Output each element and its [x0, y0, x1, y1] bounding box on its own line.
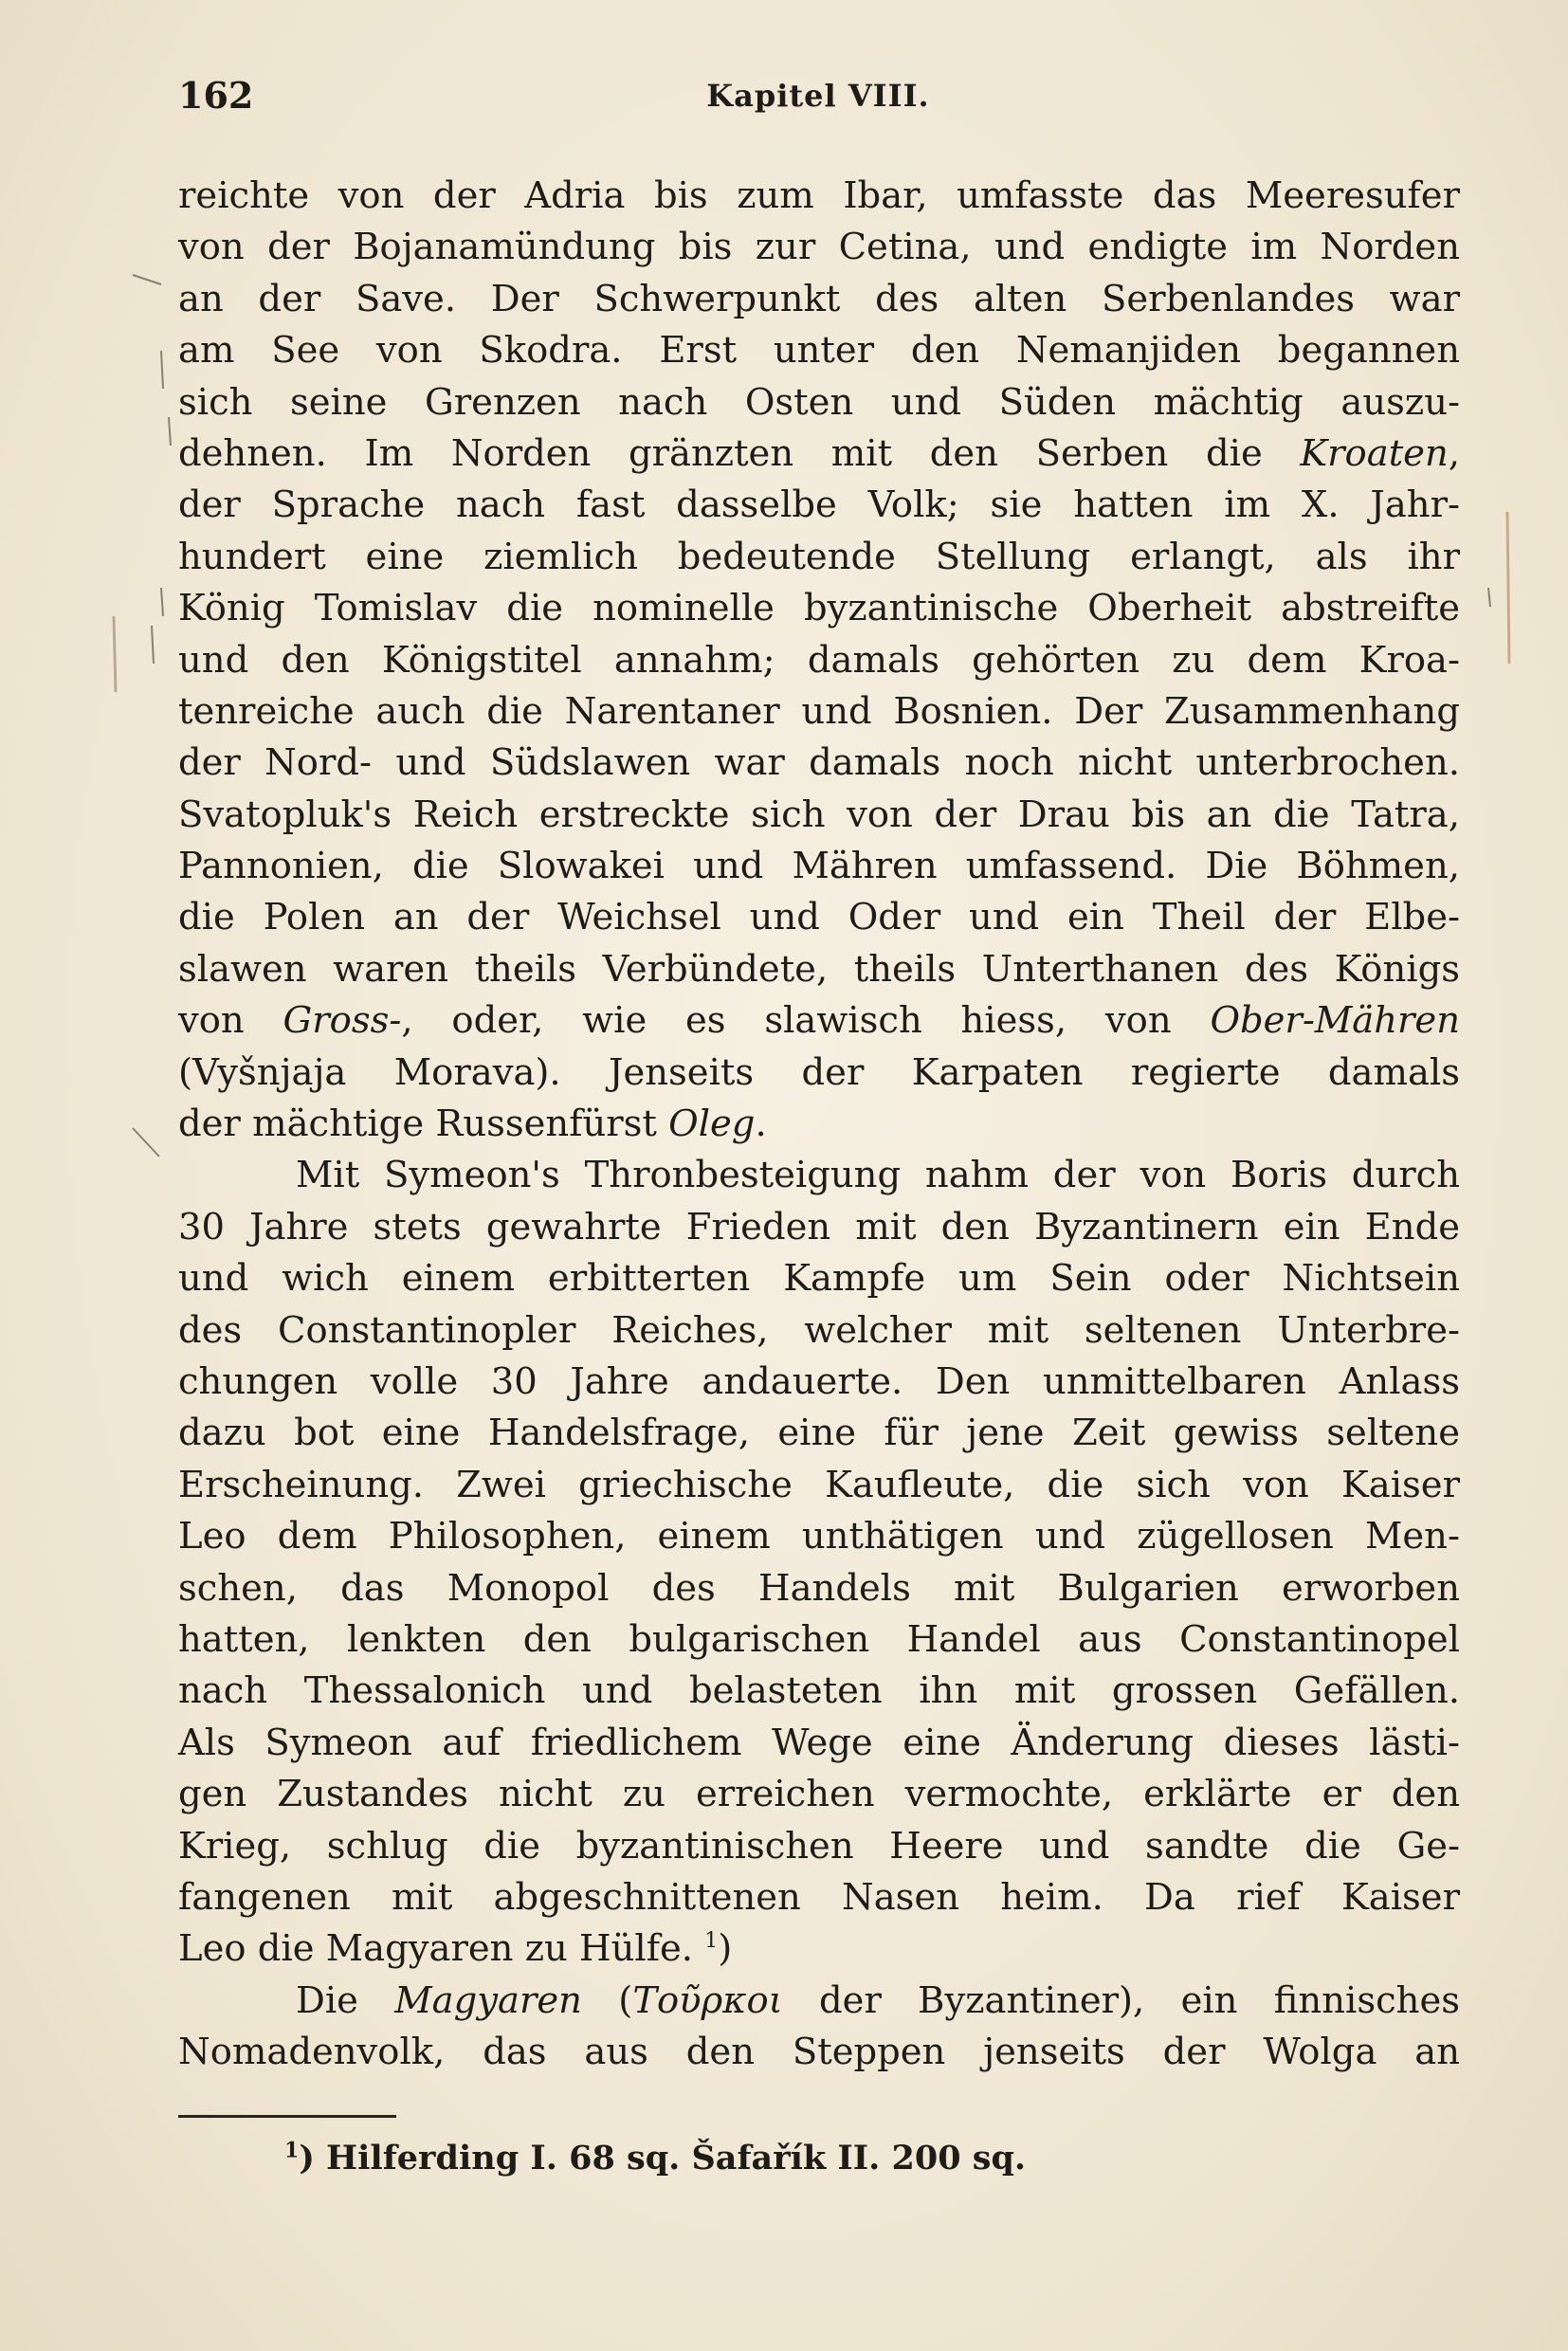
text-line: (Vyšnjaja Morava). Jenseits der Karpaten regierte damals — [178, 1050, 1460, 1094]
text-line: gen Zustandes nicht zu erreichen vermochte, erklärte er den — [178, 1773, 1460, 1816]
line-text: der Byzantiner), ein finnisches — [782, 1978, 1460, 2022]
pencil-mark — [161, 588, 163, 616]
footnote-marker: 1 — [284, 2138, 300, 2163]
text-line: dazu bot eine Handelsfrage, eine für jene Zeit gewiss seltene — [178, 1412, 1460, 1455]
text-line: Nomadenvolk, das aus den Steppen jenseits der Wolga an — [178, 2031, 1460, 2074]
italic-greek-tourkoi: Τοῦρκοι — [632, 1978, 783, 2022]
body-text — [178, 171, 1460, 2078]
text-line: des Constantinopler Reiches, welcher mit seltenen Unterbre- — [178, 1308, 1460, 1352]
line-text: von — [178, 999, 283, 1043]
text-line: fangenen mit abgeschnittenen Nasen heim. Da rief Kaiser — [178, 1875, 1460, 1919]
text-line: und den Königstitel annahm; damals gehörten zu dem Kroa- — [178, 638, 1460, 682]
text-line: Leo dem Philosophen, einem unthätigen und zügellosen Men- — [178, 1515, 1460, 1558]
text-line: Mit Symeon's Thronbesteigung nahm der von Boris durch — [296, 1154, 1460, 1197]
text-line: chungen volle 30 Jahre andauerte. Den unmittelbaren Anlass — [178, 1359, 1460, 1403]
text-line — [178, 995, 1460, 1047]
text-line: die Polen an der Weichsel und Oder und ein Theil der Elbe- — [178, 896, 1460, 939]
footnote-text: ) Hilferding I. 68 sq. Šafařík II. 200 sq. — [299, 2139, 1027, 2178]
line-text: , — [1448, 431, 1460, 475]
text-line: hundert eine ziemlich bedeutende Stellung erlangt, als ihr — [178, 535, 1460, 578]
text-line: schen, das Monopol des Handels mit Bulgarien erworben — [178, 1566, 1460, 1610]
chapter-title: Kapitel VIII. — [706, 78, 930, 114]
text-line: slawen waren theils Verbündete, theils Unterthanen des Königs — [178, 947, 1460, 991]
italic-ober-mahren: Ober-Mähren — [1210, 999, 1460, 1043]
text-line: hatten, lenkten den bulgarischen Handel aus Constantinopel — [178, 1617, 1460, 1661]
text-line: und wich einem erbitterten Kampfe um Sein oder Nichtsein — [178, 1257, 1460, 1301]
text-line: der Sprache nach fast dasselbe Volk; sie hatten im X. Jahr- — [178, 483, 1460, 527]
text-line: König Tomislav die nominelle byzantinische Oberheit abstreifte — [178, 587, 1460, 630]
italic-kroaten: Kroaten — [1300, 431, 1449, 475]
line-text: ( — [581, 1978, 633, 2022]
footnote-reference: 1 — [704, 1929, 719, 1954]
text-line: Erscheinung. Zwei griechische Kaufleute, die sich von Kaiser — [178, 1463, 1460, 1506]
pencil-mark — [1507, 512, 1509, 664]
footnote-rule — [178, 2115, 396, 2118]
pencil-mark — [169, 417, 171, 446]
text-line: reichte von der Adria bis zum Ibar, umfasste das Meeresufer — [178, 174, 1460, 217]
text-line — [178, 428, 1460, 480]
text-line: Als Symeon auf friedlichem Wege eine Änderung dieses lästi- — [178, 1721, 1460, 1764]
page-number: 162 — [178, 74, 254, 117]
text-line: am See von Skodra. Erst unter den Nemanjiden begannen — [178, 329, 1460, 373]
text-line: sich seine Grenzen nach Osten und Süden mächtig auszu- — [178, 380, 1460, 424]
line-text: ) — [718, 1927, 733, 1971]
italic-magyaren: Magyaren — [394, 1978, 582, 2022]
line-text: der mächtige Russenfürst — [178, 1103, 669, 1146]
italic-oleg: Oleg — [668, 1103, 756, 1146]
pencil-mark — [133, 1128, 159, 1157]
text-line: Pannonien, die Slowakei und Mähren umfassend. Die Böhmen, — [178, 845, 1460, 888]
text-line: 30 Jahre stets gewahrte Frieden mit den Byzantinern ein Ende — [178, 1205, 1460, 1248]
text-line: Svatopluk's Reich erstreckte sich von der Drau bis an die Tatra, — [178, 793, 1460, 836]
line-text: Die — [296, 1978, 395, 2022]
pencil-mark — [133, 275, 161, 284]
line-text: dehnen. Im Norden gränzten mit den Serben die — [178, 431, 1301, 475]
text-line: der Nord- und Südslawen war damals noch nicht unterbrochen. — [178, 741, 1460, 785]
text-line: Krieg, schlug die byzantinischen Heere und sandte die Ge- — [178, 1824, 1460, 1868]
text-line — [178, 1976, 1460, 2027]
italic-gross: Gross- — [283, 999, 402, 1043]
line-text: , oder, wie es slawisch hiess, von — [401, 999, 1211, 1043]
text-line: tenreiche auch die Narentaner und Bosnien. Der Zusammenhang — [178, 689, 1460, 733]
line-text: . — [755, 1103, 767, 1146]
text-line: an der Save. Der Schwerpunkt des alten Serbenlandes war — [178, 277, 1460, 320]
text-line — [178, 1923, 1460, 1975]
pencil-mark — [114, 616, 116, 692]
pencil-mark — [1488, 588, 1490, 607]
running-head — [178, 74, 1458, 131]
text-line: nach Thessalonich und belasteten ihn mit grossen Gefällen. — [178, 1669, 1460, 1713]
footnote — [284, 2135, 1026, 2182]
text-line: von der Bojanamündung bis zur Cetina, und endigte im Norden — [178, 226, 1460, 269]
text-line — [178, 1099, 1460, 1150]
line-text: Leo die Magyaren zu Hülfe. — [178, 1927, 705, 1971]
pencil-mark — [152, 626, 154, 664]
pencil-mark — [161, 351, 163, 389]
